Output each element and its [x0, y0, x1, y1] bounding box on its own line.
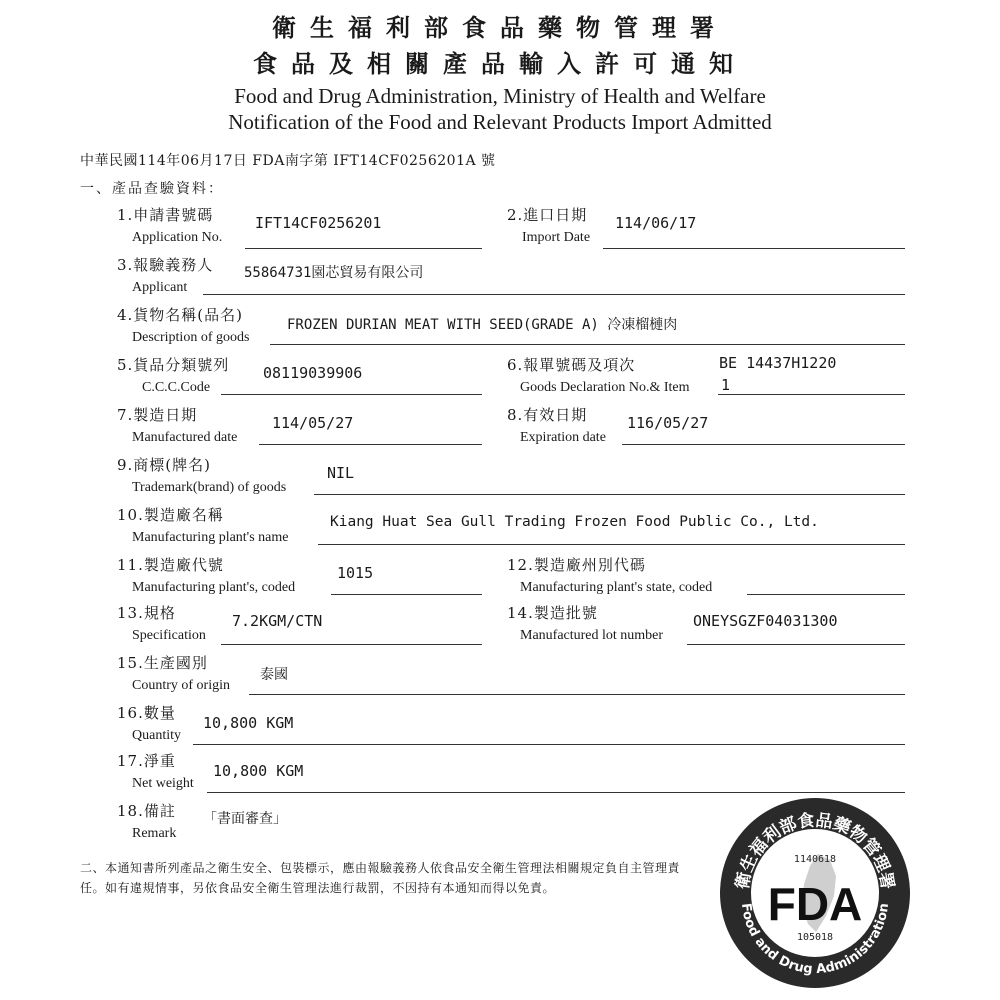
field-label-zh: 4.貨物名稱(品名) [117, 306, 244, 324]
field-label-en: Expiration date [520, 430, 606, 445]
field-label-en: Application No. [132, 230, 223, 245]
field-value: 114/06/17 [615, 214, 697, 232]
field-label-zh: 12.製造廠州別代碼 [507, 556, 646, 574]
field-item-value: 1 [721, 376, 731, 394]
seal-top-text: 衛生福利部食品藥物管理署 [732, 810, 898, 891]
field-label-en: Applicant [132, 280, 188, 295]
section-2-note: 二、本通知書所列產品之衛生安全、包裝標示，應由報驗義務人依食品安全衛生管理法相關規定負自主管理責任。如有違規情事，另依食品安全衛生管理法進行裁罰，不因持有本通知而得以免責。 [80, 861, 681, 895]
document-number-line: 中華民國114年06月17日 FDA南字第 IFT14CF0256201A 號 [80, 153, 496, 169]
field-label-zh: 3.報驗義務人 [117, 256, 214, 274]
field-underline [270, 344, 905, 345]
field-label-zh: 10.製造廠名稱 [117, 506, 224, 524]
field-value: FROZEN DURIAN MEAT WITH SEED(GRADE A) 冷凍榴槤肉 [287, 317, 678, 333]
document-title-en: Notification of the Food and Relevant Products Import Admitted [228, 110, 772, 134]
field-label-zh: 11.製造廠代號 [117, 556, 224, 574]
field-value: 泰國 [260, 667, 288, 683]
seal-bottom-text: Food and Drug Administration [737, 902, 893, 978]
field-label-en: C.C.C.Code [142, 380, 211, 395]
field-label-en: Specification [132, 628, 206, 643]
field-label-en: Goods Declaration No.& Item [520, 380, 690, 395]
field-label-zh: 2.進口日期 [507, 206, 588, 224]
field-value: BE 14437H1220 [719, 354, 837, 372]
field-value: 10,800 KGM [213, 762, 304, 780]
field-label-en: Manufactured date [132, 430, 238, 445]
field-underline [221, 394, 482, 395]
field-value: ONEYSGZF04031300 [693, 612, 838, 630]
field-value: NIL [327, 464, 355, 482]
field-label-en: Manufacturing plant's state, coded [520, 580, 713, 595]
field-label-zh: 8.有效日期 [507, 406, 588, 424]
field-underline [718, 394, 905, 395]
agency-name-zh: 衛生福利部食品藥物管理署 [272, 14, 728, 42]
field-label-zh: 1.申請書號碼 [117, 206, 214, 224]
field-underline [331, 594, 482, 595]
field-underline [747, 594, 905, 595]
field-label-zh: 6.報單號碼及項次 [507, 356, 636, 374]
seal-number-top: 1140618 [793, 854, 837, 865]
field-label-en: Import Date [522, 230, 591, 245]
field-underline [314, 494, 905, 495]
field-label-zh: 14.製造批號 [507, 604, 598, 622]
field-underline [622, 444, 905, 445]
field-label-en: Manufacturing plant's, coded [132, 580, 296, 595]
field-value: IFT14CF0256201 [255, 214, 382, 232]
field-label-zh: 9.商標(牌名) [117, 456, 212, 474]
field-label-en: Manufacturing plant's name [132, 530, 289, 545]
field-value: 55864731園芯貿易有限公司 [244, 265, 424, 281]
field-label-en: Quantity [132, 728, 181, 743]
field-value: 7.2KGM/CTN [232, 612, 323, 630]
field-label-en: Remark [132, 826, 177, 841]
field-underline [203, 294, 905, 295]
field-underline [603, 248, 905, 249]
fda-logo-text: FDA [767, 878, 863, 930]
field-value: 「書面審查」 [203, 811, 287, 827]
field-value: 1015 [337, 564, 374, 582]
field-label-zh: 13.規格 [117, 604, 176, 622]
field-underline [259, 444, 482, 445]
field-label-zh: 5.貨品分類號列 [117, 356, 230, 374]
field-value: 114/05/27 [272, 414, 354, 432]
field-underline [687, 644, 905, 645]
section-1-title: 一、產品查驗資料： [80, 181, 224, 197]
field-label-zh: 17.淨重 [117, 752, 176, 770]
field-underline [318, 544, 905, 545]
field-underline [193, 744, 905, 745]
field-label-en: Trademark(brand) of goods [132, 480, 287, 495]
agency-name-en: Food and Drug Administration, Ministry of Health and Welfare [234, 84, 766, 108]
seal-number-bottom: 105018 [796, 932, 834, 943]
field-label-zh: 16.數量 [117, 704, 176, 722]
field-underline [207, 792, 905, 793]
field-label-en: Net weight [132, 776, 194, 791]
field-label-zh: 18.備註 [117, 802, 176, 820]
field-label-zh: 15.生產國別 [117, 654, 208, 672]
field-label-en: Country of origin [132, 678, 230, 693]
field-value: 10,800 KGM [203, 714, 294, 732]
field-value: Kiang Huat Sea Gull Trading Frozen Food Public Co., Ltd. [330, 514, 819, 530]
field-value: 08119039906 [263, 364, 363, 382]
document-title-zh: 食品及相關產品輸入許可通知 [253, 50, 747, 78]
field-label-zh: 7.製造日期 [117, 406, 198, 424]
field-underline [249, 694, 905, 695]
field-underline [221, 644, 482, 645]
field-label-en: Manufactured lot number [520, 628, 664, 643]
field-label-en: Description of goods [132, 330, 250, 345]
field-underline [245, 248, 482, 249]
field-value: 116/05/27 [627, 414, 709, 432]
fda-seal [718, 796, 912, 990]
